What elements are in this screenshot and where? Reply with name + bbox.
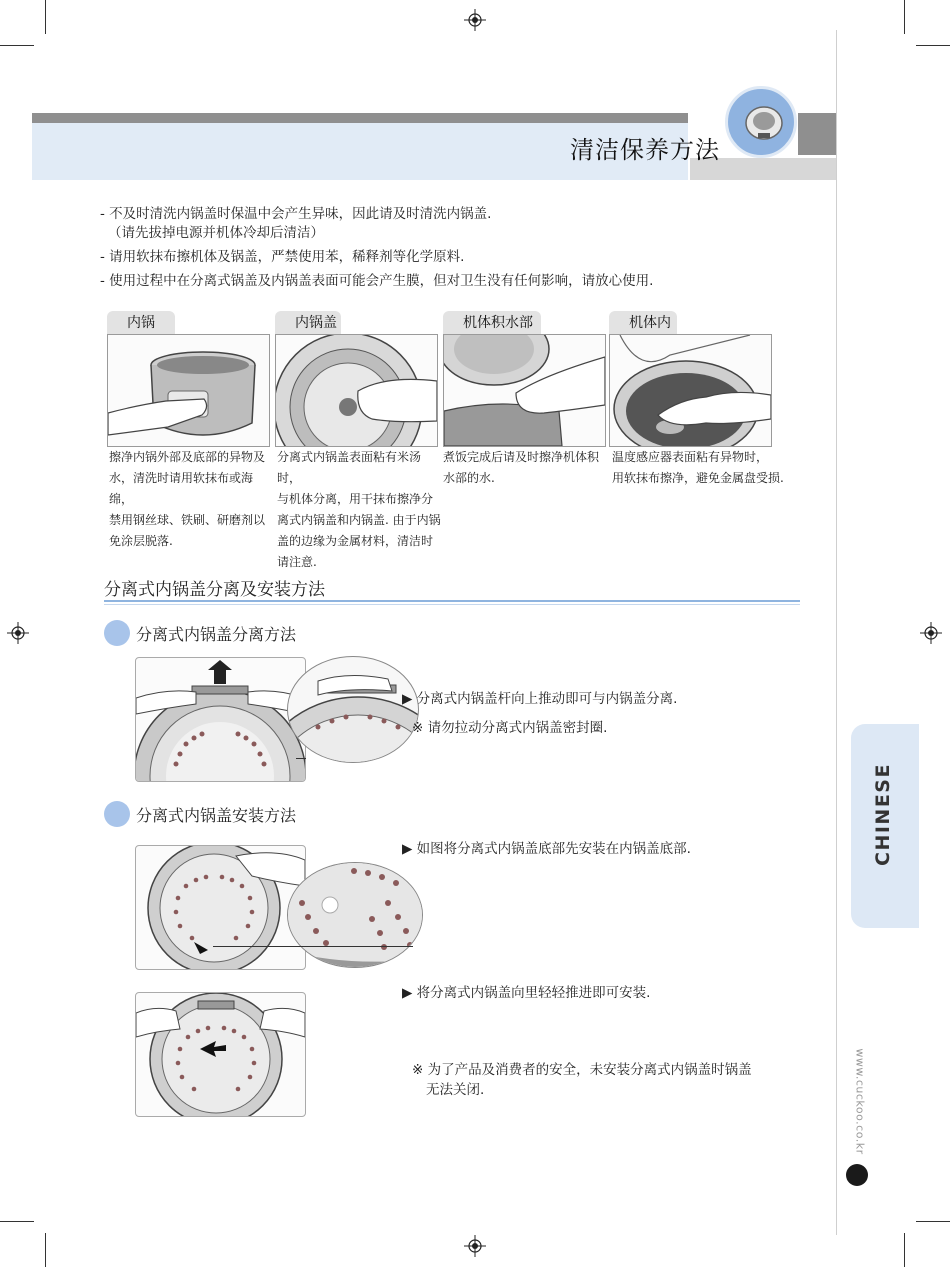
- description-line: 离式内锅盖和内锅盖. 由于内锅: [277, 513, 441, 527]
- section-title: 分离式内锅盖分离及安装方法: [104, 580, 325, 600]
- install-note-line: 无法关闭.: [426, 1082, 485, 1098]
- description-line: 煮饭完成后请及时擦净机体积: [443, 450, 600, 464]
- crop-mark: [904, 0, 905, 34]
- page-title: 清洁保养方法: [570, 136, 720, 164]
- description-line: 用软抹布擦净，避免金属盘受损.: [612, 471, 784, 485]
- crop-mark: [916, 45, 950, 46]
- registration-mark-icon: [464, 1235, 486, 1257]
- registration-mark-icon: [7, 622, 29, 644]
- description-line: 水部的水.: [443, 471, 495, 485]
- crop-mark: [45, 1233, 46, 1267]
- install-note-line: ※ 为了产品及消费者的安全，未安装分离式内锅盖时锅盖: [412, 1062, 752, 1078]
- remove-step: ▶ 分离式内锅盖杆向上推动即可与内锅盖分离.: [402, 691, 678, 707]
- note-line: - 使用过程中在分离式锅盖及内锅盖表面可能会产生膜，但对卫生没有任何影响，请放心使用.: [100, 273, 654, 289]
- water-collector-illustration: [443, 334, 606, 447]
- install-step-1: ▶ 如图将分离式内锅盖底部先安装在内锅盖底部.: [402, 841, 691, 857]
- tab-water-collector: 机体积水部: [443, 311, 541, 335]
- install-subsection-title: 分离式内锅盖安装方法: [136, 806, 297, 825]
- lid-removal-illustration: [135, 657, 306, 782]
- install-step-2: ▶ 将分离式内锅盖向里轻轻推进即可安装.: [402, 985, 651, 1001]
- description-line: 与机体分离，用干抹布擦净分: [277, 492, 434, 506]
- tab-inner-lid: 内锅盖: [275, 311, 341, 335]
- lid-install-illustration-1: [135, 845, 306, 970]
- header-bar-top: [32, 113, 688, 123]
- lid-install-illustration-2: [135, 992, 306, 1117]
- section-rule: [104, 604, 800, 605]
- crop-mark: [0, 1221, 34, 1222]
- description-line: 请注意.: [277, 555, 317, 569]
- inner-pot-description: [109, 447, 274, 552]
- callout-line: [296, 758, 306, 759]
- tab-body-interior: 机体内: [609, 311, 677, 335]
- lid-removal-zoom-illustration: [287, 656, 419, 763]
- body-interior-description: [612, 447, 787, 489]
- description-line: 温度感应器表面粘有异物时，: [612, 450, 769, 464]
- note-line: - 不及时清洗内锅盖时保温中会产生异味，因此请及时清洗内锅盖.: [100, 206, 492, 222]
- crop-mark: [45, 0, 46, 34]
- registration-mark-icon: [464, 9, 486, 31]
- callout-line: [213, 946, 413, 947]
- crop-mark: [904, 1233, 905, 1267]
- body-interior-illustration: [609, 334, 772, 447]
- lid-install-zoom-illustration: [287, 862, 423, 968]
- crop-mark: [0, 45, 34, 46]
- description-line: 免涂层脱落.: [109, 534, 173, 548]
- crop-mark: [916, 1221, 950, 1222]
- bullet-dot-icon: [104, 801, 130, 827]
- note-line: （请先拔掉电源并机体冷却后清洁）: [108, 225, 324, 241]
- page-right-rule: [836, 30, 837, 1235]
- page-number-dot: [846, 1164, 868, 1186]
- bullet-dot-icon: [104, 620, 130, 646]
- inner-lid-description: [277, 447, 442, 573]
- rice-cooker-emblem-icon: [725, 86, 797, 158]
- description-line: 水，清洗时请用软抹布或海绵，: [109, 471, 254, 506]
- language-label: CHINESE: [872, 763, 894, 866]
- water-collector-description: [443, 447, 608, 489]
- website-url: www.cuckoo.co.kr: [853, 1048, 867, 1155]
- remove-subsection-title: 分离式内锅盖分离方法: [136, 625, 297, 644]
- description-line: 禁用钢丝球、铁刷、研磨剂以: [109, 513, 266, 527]
- registration-mark-icon: [920, 622, 942, 644]
- inner-pot-illustration: [107, 334, 270, 447]
- description-line: 盖的边缘为金属材料，清洁时: [277, 534, 434, 548]
- description-line: 分离式内锅盖表面粘有米汤时，: [277, 450, 422, 485]
- section-rule: [104, 600, 800, 602]
- note-line: - 请用软抹布擦机体及锅盖，严禁使用苯，稀释剂等化学原料.: [100, 249, 465, 265]
- description-line: 擦净内锅外部及底部的异物及: [109, 450, 266, 464]
- header-dark-block: [798, 113, 836, 155]
- tab-inner-pot: 内锅: [107, 311, 175, 335]
- remove-note: ※ 请勿拉动分离式内锅盖密封圈.: [412, 720, 608, 736]
- inner-lid-illustration: [275, 334, 438, 447]
